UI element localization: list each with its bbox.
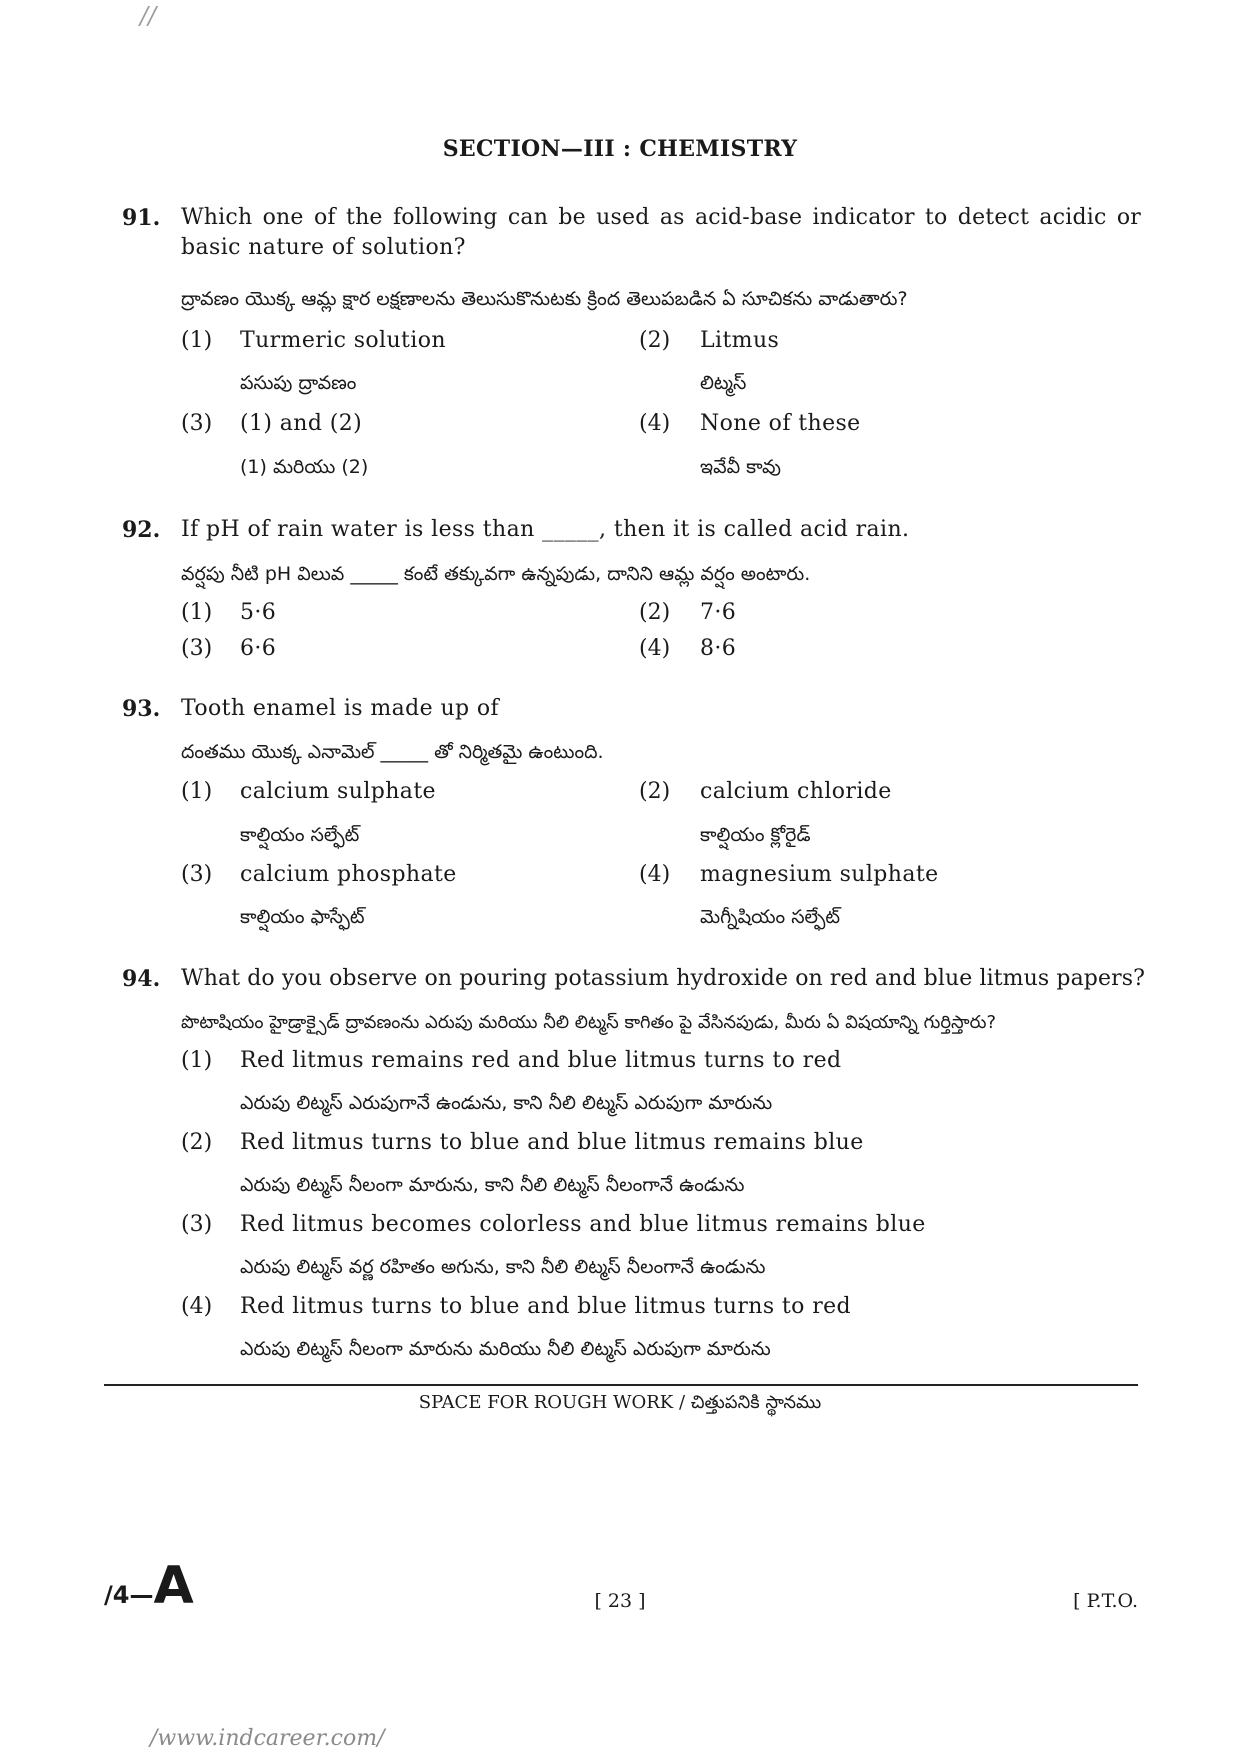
section-title: SECTION—III : CHEMISTRY xyxy=(442,136,798,162)
option-text: Red litmus becomes colorless and blue litmus remains blue xyxy=(240,1212,926,1237)
option-text-telugu: పసుపు ద్రావణం xyxy=(240,372,357,394)
option-text: 6·6 xyxy=(240,636,277,661)
option-number: (4) xyxy=(639,862,671,887)
option-text: 7·6 xyxy=(700,600,737,625)
question-number: 91. xyxy=(122,205,161,231)
question-text: Tooth enamel is made up of xyxy=(181,696,500,721)
question-number: 92. xyxy=(122,517,161,543)
question-text: If pH of rain water is less than _____, then it is called acid rain. xyxy=(181,517,910,542)
option-number: (2) xyxy=(639,779,671,804)
option-text: 5·6 xyxy=(240,600,277,625)
option-number: (3) xyxy=(181,1212,213,1237)
option-text: Red litmus remains red and blue litmus turns to red xyxy=(240,1048,842,1073)
option-number: (2) xyxy=(181,1130,213,1155)
question-text-telugu: వర్షపు నీటి pH విలువ _____ కంటే తక్కువగా ఉన్నపుడు, దానిని ఆమ్ల వర్షం అంటారు. xyxy=(181,563,811,585)
option-number: (4) xyxy=(639,411,671,436)
option-number: (1) xyxy=(181,328,213,353)
footer-url: /www.indcareer.com/ xyxy=(150,1726,385,1751)
option-text: Litmus xyxy=(700,328,780,353)
option-number: (1) xyxy=(181,600,213,625)
option-number: (2) xyxy=(639,328,671,353)
option-text-telugu: కాల్షియం క్లోరైడ్ xyxy=(700,824,811,846)
option-number: (3) xyxy=(181,862,213,887)
option-text-telugu: ఎరుపు లిట్మస్ ఎరుపుగానే ఉండును, కాని నీలి లిట్మస్ ఎరుపుగా మారును xyxy=(240,1092,773,1114)
option-text: Red litmus turns to blue and blue litmus remains blue xyxy=(240,1130,864,1155)
question-number: 94. xyxy=(122,966,161,992)
question-number: 93. xyxy=(122,696,161,722)
series-code-prefix: /4— xyxy=(104,1581,154,1609)
rough-work-label: SPACE FOR ROUGH WORK / చిత్తుపనికి స్థానము xyxy=(418,1392,822,1413)
option-text-telugu: ఎరుపు లిట్మస్ వర్ణ రహితం అగును, కాని నీలి లిట్మస్ నీలంగానే ఉండును xyxy=(240,1256,766,1278)
option-text-telugu: కాల్షియం ఫాస్ఫేట్ xyxy=(240,906,365,928)
option-number: (4) xyxy=(639,636,671,661)
option-text: None of these xyxy=(700,411,861,436)
option-number: (2) xyxy=(639,600,671,625)
option-text: calcium chloride xyxy=(700,779,892,804)
question-text-telugu: ద్రావణం యొక్క ఆమ్ల క్షార లక్షణాలను తెలుసుకొనుటకు క్రింద తెలుపబడిన ఏ సూచికను వాడుతారు? xyxy=(181,288,908,310)
page-number: [ 23 ] xyxy=(594,1590,646,1612)
option-text: (1) and (2) xyxy=(240,411,363,436)
option-text: calcium sulphate xyxy=(240,779,436,804)
option-number: (3) xyxy=(181,636,213,661)
option-number: (4) xyxy=(181,1294,213,1319)
option-text: 8·6 xyxy=(700,636,737,661)
pto-label: [ P.T.O. xyxy=(1073,1590,1138,1612)
top-mark: // xyxy=(140,2,157,30)
question-text: What do you observe on pouring potassium hydroxide on red and blue litmus papers? xyxy=(181,966,1146,991)
option-text-telugu: లిట్మస్ xyxy=(700,372,747,394)
option-text-telugu: (1) మరియు (2) xyxy=(240,456,369,478)
option-text: Red litmus turns to blue and blue litmus turns to red xyxy=(240,1294,852,1319)
option-text-telugu: ఎరుపు లిట్మస్ నీలంగా మారును, కాని నీలి లిట్మస్ నీలంగానే ఉండును xyxy=(240,1174,745,1196)
question-text: Which one of the following can be used as acid-base indicator to detect acidic or xyxy=(181,205,1141,230)
question-text: basic nature of solution? xyxy=(181,235,466,260)
option-text-telugu: కాల్షియం సల్ఫేట్ xyxy=(240,824,360,846)
divider xyxy=(104,1384,1138,1386)
option-text-telugu: ఎరుపు లిట్మస్ నీలంగా మారును మరియు నీలి లిట్మస్ ఎరుపుగా మారును xyxy=(240,1338,771,1360)
question-text-telugu: పొటాషియం హైడ్రాక్సైడ్ ద్రావణంను ఎరుపు మరియు నీలి లిట్మస్ కాగితం పై వేసినపుడు, మీరు ఏ విషయాన్ని గుర్తిస్తారు? xyxy=(181,1012,997,1033)
series-letter: A xyxy=(153,1556,194,1616)
option-text: calcium phosphate xyxy=(240,862,457,887)
option-number: (1) xyxy=(181,1048,213,1073)
option-text-telugu: మెగ్నీషియం సల్ఫేట్ xyxy=(700,906,841,928)
option-text: magnesium sulphate xyxy=(700,862,939,887)
option-text: Turmeric solution xyxy=(240,328,446,353)
option-number: (1) xyxy=(181,779,213,804)
option-text-telugu: ఇవేవీ కావు xyxy=(700,456,781,478)
option-number: (3) xyxy=(181,411,213,436)
question-text-telugu: దంతము యొక్క ఎనామెల్ _____ తో నిర్మితమై ఉంటుంది. xyxy=(181,741,604,763)
